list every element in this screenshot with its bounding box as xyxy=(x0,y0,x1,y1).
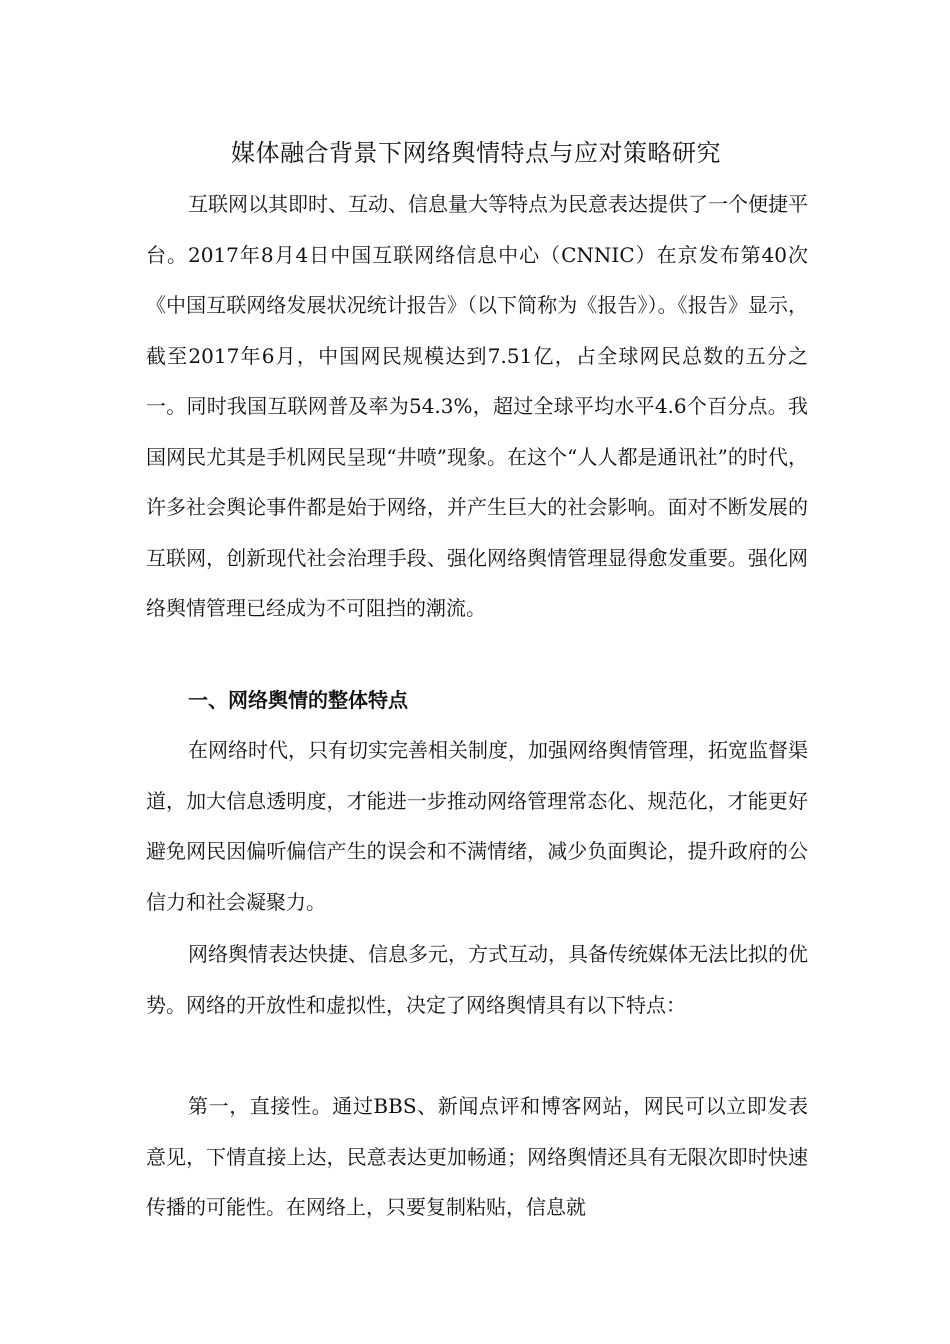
paragraph-directness: 第一，直接性。通过BBS、新闻点评和博客网站，网民可以立即发表意见，下情直接上达，民意表达更加畅通；网络舆情还具有无限次即时快速传播的可能性。在网络上，只要复制粘贴，信息就 xyxy=(146,1094,808,1219)
document-title: 媒体融合背景下网络舆情特点与应对策略研究 xyxy=(231,139,721,167)
paragraph-intro: 互联网以其即时、互动、信息量大等特点为民意表达提供了一个便捷平台。2017年8月4日中国互联网络信息中心（CNNIC）在京发布第40次《中国互联网络发展状况统计报告》（以下简称为《报告》）。《报告》显示，截至2017年6月，中国网民规模达到7.51亿，占全球网民总数的五分之一。同时我国互联网普及率为54.3%，超过全球平均水平4.6个百分点。我国网民尤其是手机网民呈现“井喷”现象。在这个“人人都是通讯社”的时代，许多社会舆论事件都是始于网络，并产生巨大的社会影响。面对不断发展的互联网，创新现代社会治理手段、强化网络舆情管理显得愈发重要。强化网络舆情管理已经成为不可阻挡的潮流。 xyxy=(146,192,808,620)
paragraph-features-intro: 网络舆情表达快捷、信息多元，方式互动，具备传统媒体无法比拟的优势。网络的开放性和虚拟性，决定了网络舆情具有以下特点： xyxy=(146,942,808,1017)
paragraph-management: 在网络时代，只有切实完善相关制度，加强网络舆情管理，拓宽监督渠道，加大信息透明度，才能进一步推动网络管理常态化、规范化，才能更好避免网民因偏听偏信产生的误会和不满情绪，减少负面舆论，提升政府的公信力和社会凝聚力。 xyxy=(146,738,808,914)
section-heading: 一、网络舆情的整体特点 xyxy=(188,688,408,712)
